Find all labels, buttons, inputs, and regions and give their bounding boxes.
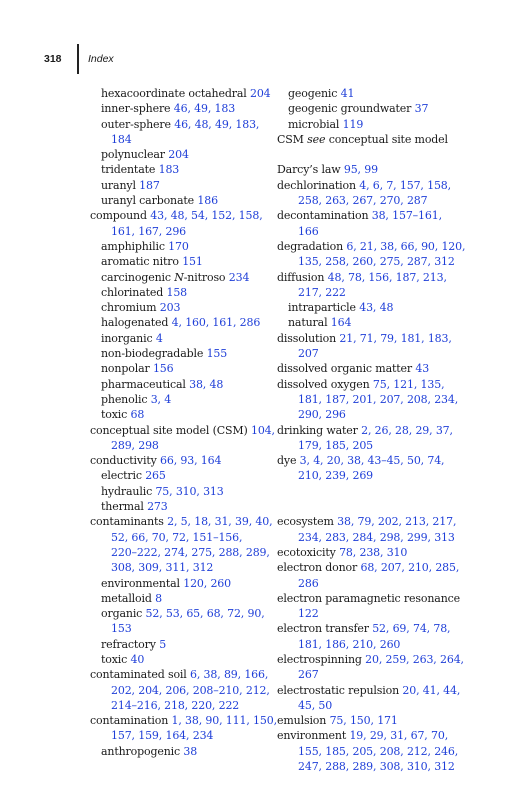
index-entry: [277, 453, 477, 468]
index-subentry: [90, 101, 290, 116]
page-refs: 120, 260: [183, 576, 232, 590]
index-continuation: [90, 438, 290, 453]
page-refs: 20, 41, 44,: [402, 683, 461, 697]
index-continuation: [277, 698, 477, 713]
index-subentry: [90, 270, 290, 285]
index-subentry: [90, 484, 290, 499]
page-refs: 267: [298, 668, 319, 682]
page-refs: 156: [152, 362, 174, 376]
page-refs: 290, 296: [298, 408, 346, 422]
index-entry: [277, 560, 477, 575]
page-refs: 75, 150, 171: [329, 714, 398, 728]
index-term: aromatic nitro: [101, 255, 183, 269]
page-refs: 75, 121, 135,: [372, 377, 445, 391]
page-refs: 4, 6, 7, 157, 158,: [359, 178, 452, 192]
index-term: degradation: [277, 239, 347, 253]
page-refs: 46, 48, 49, 183,: [174, 117, 260, 131]
index-term: ecotoxicity: [277, 545, 340, 559]
page-refs: 179, 185, 205: [298, 438, 374, 452]
page-refs: 157, 159, 164, 234: [111, 729, 214, 743]
page-refs: 38: [183, 744, 198, 758]
index-term: outer-sphere: [101, 117, 175, 131]
index-entry: [277, 514, 477, 529]
index-term: inner-sphere: [101, 102, 174, 116]
index-term: inorganic: [101, 331, 156, 345]
index-continuation: [90, 530, 290, 545]
index-term: refractory: [101, 637, 160, 651]
page-refs: 204: [249, 87, 271, 100]
index-column-left: [90, 86, 290, 759]
index-continuation: [277, 637, 477, 652]
index-entry: [277, 545, 477, 560]
page-refs: 308, 309, 311, 312: [111, 561, 214, 575]
index-entry: [277, 270, 477, 285]
index-subentry: [90, 361, 290, 376]
page-refs: 203: [159, 301, 181, 315]
index-term: non-biodegradable: [101, 347, 207, 361]
index-continuation: [277, 193, 477, 208]
index-term: dissolved oxygen: [277, 377, 373, 391]
index-entry: [90, 208, 290, 223]
page-refs: 119: [342, 117, 364, 131]
index-subentry: [90, 147, 290, 162]
index-continuation: [90, 698, 290, 713]
index-subentry: [90, 468, 290, 483]
index-term: uranyl: [101, 178, 140, 192]
index-subentry: [90, 377, 290, 392]
index-entry: [90, 667, 290, 682]
page-refs: 1, 38, 90, 111, 150,: [171, 714, 277, 728]
page-refs: 289, 298: [111, 438, 159, 452]
index-term: electrospinning: [277, 652, 366, 666]
page-refs: 135, 258, 260, 275, 287, 312: [298, 255, 455, 269]
index-continuation: [90, 545, 290, 560]
index-continuation: [277, 285, 477, 300]
page-refs: 181, 187, 201, 207, 208, 234,: [298, 392, 459, 406]
index-term: geogenic groundwater: [288, 102, 415, 116]
page-refs: 286: [298, 576, 319, 590]
index-term: conceptual site model (CSM): [90, 423, 251, 437]
index-subentry: [90, 86, 290, 101]
index-term: halogenated: [101, 316, 172, 330]
page-refs: 164: [330, 316, 352, 330]
index-subentry: [90, 637, 290, 652]
page-refs: 104,: [250, 423, 275, 437]
index-term: CSM: [277, 132, 308, 146]
page-refs: 183: [158, 163, 180, 177]
page-refs: 43, 48: [359, 301, 394, 315]
index-continuation: [277, 759, 477, 774]
index-term: contamination: [90, 714, 172, 728]
page-refs: 19, 29, 31, 67, 70,: [349, 729, 449, 743]
index-term: geogenic: [288, 87, 341, 100]
index-term: contaminated soil: [90, 668, 191, 682]
page-refs: 38, 79, 202, 213, 217,: [337, 515, 457, 529]
index-entry: [277, 331, 477, 346]
index-continuation: [277, 407, 477, 422]
index-entry: [277, 683, 477, 698]
page-refs: 153: [111, 622, 132, 636]
index-term: metalloid: [101, 591, 156, 605]
page-refs: 8: [155, 591, 162, 605]
index-entry: [90, 514, 290, 529]
index-term-italic: N: [174, 270, 184, 284]
index-term: amphiphilic: [101, 239, 169, 253]
index-subentry: [277, 101, 477, 116]
page-refs: 52, 66, 70, 72, 151–156,: [111, 530, 243, 544]
page-refs: 210, 239, 269: [298, 469, 374, 483]
index-term: Darcy’s law: [277, 163, 344, 177]
page-refs: 48, 78, 156, 187, 213,: [327, 270, 447, 284]
page-refs: 170: [168, 239, 189, 253]
index-entry: [277, 361, 477, 376]
index-term: anthropogenic: [101, 744, 184, 758]
index-entry: [277, 132, 477, 147]
index-continuation: [90, 224, 290, 239]
page-refs: 6, 21, 38, 66, 90, 120,: [346, 239, 466, 253]
index-term: dissolution: [277, 331, 340, 345]
page-refs: 214–216, 218, 220, 222: [111, 698, 240, 712]
index-term: electron transfer: [277, 622, 373, 636]
index-subentry: [277, 315, 477, 330]
page-refs: 20, 259, 263, 264,: [365, 652, 464, 666]
page-refs: 52, 69, 74, 78,: [372, 622, 451, 636]
index-entry: [277, 652, 477, 667]
page-refs: 4, 160, 161, 286: [171, 316, 261, 330]
index-continuation: [277, 606, 477, 621]
index-term: intraparticle: [288, 301, 360, 315]
index-term: decontamination: [277, 209, 372, 223]
index-entry: [277, 591, 477, 606]
index-term: -nitroso: [183, 270, 229, 284]
page-refs: 45, 50: [298, 698, 333, 712]
page-refs: 43: [415, 362, 430, 376]
page-refs: 37: [414, 102, 429, 116]
page-refs: 155: [206, 347, 228, 361]
page-refs: 184: [111, 132, 132, 146]
index-subentry: [90, 606, 290, 621]
page-refs: 234, 283, 284, 298, 299, 313: [298, 530, 455, 544]
index-term: hydraulic: [101, 484, 156, 498]
index-term: emulsion: [277, 714, 330, 728]
index-entry: [277, 713, 477, 728]
page-refs: 95, 99: [343, 163, 378, 177]
page-refs: 186: [197, 194, 218, 208]
index-continuation: [277, 254, 477, 269]
index-term: electron donor: [277, 561, 361, 575]
index-continuation: [90, 683, 290, 698]
index-subentry: [90, 300, 290, 315]
index-term: microbial: [288, 117, 343, 131]
page-refs: 122: [298, 607, 319, 621]
index-continuation: [90, 132, 290, 147]
index-term: conductivity: [90, 454, 161, 468]
index-subentry: [90, 239, 290, 254]
index-group-gap: [277, 499, 477, 514]
index-subentry: [90, 499, 290, 514]
index-entry: [277, 377, 477, 392]
index-subentry: [277, 86, 477, 101]
index-term: chromium: [101, 301, 160, 315]
index-entry: [90, 423, 290, 438]
index-term: chlorinated: [101, 285, 167, 299]
page-refs: 52, 53, 65, 68, 72, 90,: [145, 607, 265, 621]
page-refs: 2, 5, 18, 31, 39, 40,: [167, 515, 273, 529]
index-subentry: [277, 117, 477, 132]
index-subentry: [90, 346, 290, 361]
page-refs: 38, 157–161,: [371, 209, 442, 223]
page-refs: 161, 167, 296: [111, 224, 187, 238]
index-term: conceptual site model: [325, 132, 448, 146]
page-refs: 217, 222: [298, 285, 346, 299]
running-title: Index: [88, 53, 114, 65]
index-term: tridentate: [101, 163, 159, 177]
page-refs: 258, 263, 267, 270, 287: [298, 194, 428, 208]
page-refs: 158: [166, 285, 188, 299]
page-refs: 202, 204, 206, 208–210, 212,: [111, 683, 270, 697]
index-term: toxic: [101, 408, 131, 422]
index-entry: [277, 423, 477, 438]
index-group-gap: [277, 484, 477, 499]
index-entry: [90, 713, 290, 728]
page-number: 318: [44, 53, 62, 65]
index-subentry: [90, 652, 290, 667]
index-term: organic: [101, 607, 146, 621]
index-continuation: [277, 576, 477, 591]
index-subentry: [90, 591, 290, 606]
page-refs: 166: [298, 224, 319, 238]
page-refs: 68, 207, 210, 285,: [360, 561, 460, 575]
index-term: environment: [277, 729, 350, 743]
header-divider: [77, 44, 79, 74]
page-refs: 4: [155, 331, 163, 345]
index-term: pharmaceutical: [101, 377, 190, 391]
page-refs: 273: [147, 500, 168, 514]
index-column-right: [277, 86, 477, 774]
index-group-gap: [277, 147, 477, 162]
page-refs: 2, 26, 28, 29, 37,: [361, 423, 453, 437]
index-term: uranyl carbonate: [101, 194, 198, 208]
index-term: carcinogenic: [101, 270, 175, 284]
index-term: toxic: [101, 652, 131, 666]
page-refs: 75, 310, 313: [155, 484, 224, 498]
index-subentry: [90, 407, 290, 422]
index-subentry: [90, 331, 290, 346]
index-subentry: [90, 193, 290, 208]
index-continuation: [277, 346, 477, 361]
see-reference: see: [307, 132, 326, 146]
index-term: thermal: [101, 500, 148, 514]
page-refs: 43, 48, 54, 152, 158,: [150, 209, 263, 223]
index-continuation: [277, 392, 477, 407]
index-entry: [277, 208, 477, 223]
index-subentry: [90, 392, 290, 407]
index-subentry: [90, 178, 290, 193]
index-term: polynuclear: [101, 148, 169, 162]
index-term: diffusion: [277, 270, 328, 284]
index-continuation: [277, 744, 477, 759]
index-entry: [90, 453, 290, 468]
index-subentry: [90, 744, 290, 759]
index-subentry: [90, 117, 290, 132]
page-refs: 234: [228, 270, 250, 284]
index-term: drinking water: [277, 423, 362, 437]
page-refs: 78, 238, 310: [339, 545, 408, 559]
index-subentry: [90, 254, 290, 269]
index-entry: [277, 162, 477, 177]
page-refs: 41: [340, 87, 355, 100]
index-term: contaminants: [90, 515, 168, 529]
page-refs: 21, 71, 79, 181, 183,: [339, 331, 452, 345]
index-continuation: [277, 468, 477, 483]
index-term: electric: [101, 469, 146, 483]
page-refs: 220–222, 274, 275, 288, 289,: [111, 545, 270, 559]
index-term: dechlorination: [277, 178, 360, 192]
index-continuation: [90, 621, 290, 636]
page-refs: 155, 185, 205, 208, 212, 246,: [298, 744, 459, 758]
page-refs: 46, 49, 183: [173, 102, 236, 116]
index-continuation: [277, 667, 477, 682]
index-subentry: [90, 285, 290, 300]
page-refs: 3, 4, 20, 38, 43–45, 50, 74,: [299, 454, 445, 468]
page-header: [0, 44, 531, 74]
index-continuation: [277, 224, 477, 239]
index-entry: [277, 728, 477, 743]
index-continuation: [277, 438, 477, 453]
page-refs: 247, 288, 289, 308, 310, 312: [298, 760, 455, 774]
page-refs: 181, 186, 210, 260: [298, 637, 401, 651]
index-subentry: [90, 162, 290, 177]
page-refs: 38, 48: [189, 377, 224, 391]
index-term: electron paramagnetic resonance: [277, 591, 461, 605]
page-refs: 151: [182, 255, 203, 269]
index-continuation: [277, 530, 477, 545]
page-refs: 204: [168, 148, 189, 162]
index-term: compound: [90, 209, 151, 223]
index-term: nonpolar: [101, 362, 153, 376]
page-refs: 5: [159, 637, 167, 651]
index-entry: [277, 239, 477, 254]
index-term: natural: [288, 316, 331, 330]
index-term: dye: [277, 454, 300, 468]
index-continuation: [90, 560, 290, 575]
index-term: electrostatic repulsion: [277, 683, 403, 697]
index-subentry: [277, 300, 477, 315]
index-entry: [277, 178, 477, 193]
page-refs: 207: [298, 347, 319, 361]
page-refs: 187: [139, 178, 160, 192]
page-refs: 6, 38, 89, 166,: [190, 668, 269, 682]
page-refs: 66, 93, 164: [160, 454, 222, 468]
page-refs: 40: [130, 652, 145, 666]
index-term: dissolved organic matter: [277, 362, 416, 376]
index-subentry: [90, 315, 290, 330]
index-term: phenolic: [101, 392, 151, 406]
index-entry: [277, 621, 477, 636]
page-refs: 3, 4: [150, 392, 172, 406]
index-term: environmental: [101, 576, 184, 590]
page-refs: 265: [145, 469, 166, 483]
index-continuation: [90, 728, 290, 743]
index-term: hexacoordinate octahedral: [101, 87, 250, 100]
index-subentry: [90, 576, 290, 591]
index-term: ecosystem: [277, 515, 338, 529]
page-refs: 68: [130, 408, 145, 422]
